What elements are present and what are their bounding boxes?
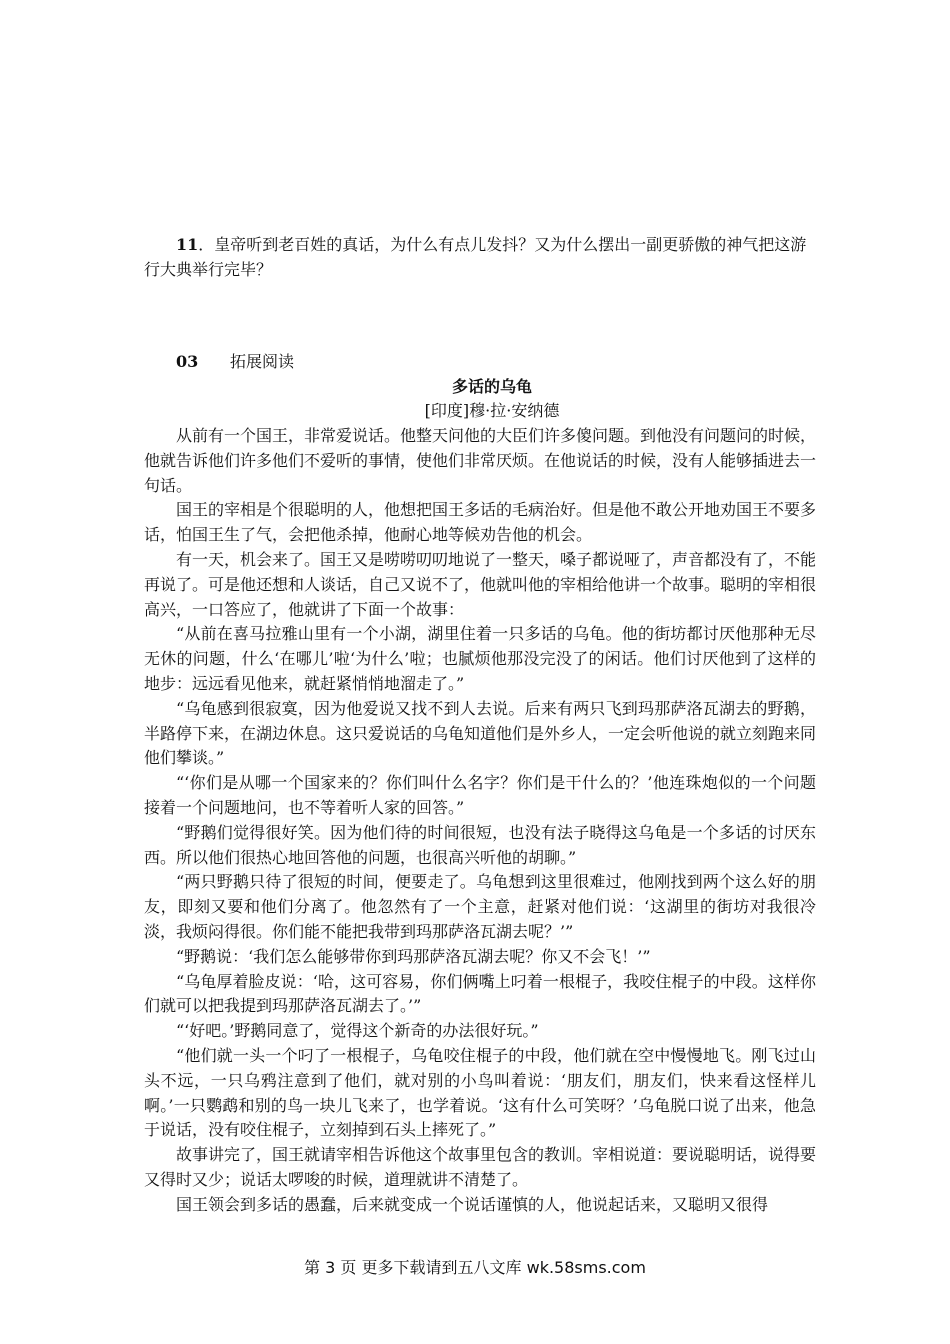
story-paragraph: “‘你们是从哪一个国家来的？你们叫什么名字？你们是干什么的？’他连珠炮似的一个问题接着一个问题地问，也不等着听人家的回答。” <box>144 773 816 817</box>
story-paragraph: “从前在喜马拉雅山里有一个小湖，湖里住着一只多话的乌龟。他的街坊都讨厌他那种无尽无休的问题，什么‘在哪儿’啦‘为什么’啦；也腻烦他那没完没了的闲话。他们讨厌他到了这样的地步：远远看见他来，就赶紧悄悄地溜走了。” <box>144 624 816 693</box>
section-label: 拓展阅读 <box>230 352 295 371</box>
story-paragraph: 国王领会到多话的愚蠢，后来就变成一个说话谨慎的人，他说起话来，又聪明又很得 <box>176 1194 769 1214</box>
section-number: 03 <box>176 352 199 371</box>
question-number: 11 <box>176 235 199 254</box>
story-paragraph: “‘好吧。’野鹅同意了，觉得这个新奇的办法很好玩。” <box>176 1021 539 1041</box>
story-paragraph: “野鹅们觉得很好笑。因为他们待的时间很短，也没有法子晓得这乌龟是一个多话的讨厌东西。所以他们很热心地回答他的问题，也很高兴听他的胡聊。” <box>144 822 816 867</box>
story-paragraph: “乌龟感到很寂寞，因为他爱说又找不到人去说。后来有两只飞到玛那萨洛瓦湖去的野鹅，半路停下来，在湖边休息。这只爱说话的乌龟知道他们是外乡人，一定会听他说的就立刻跑来同他们攀谈。” <box>144 698 817 768</box>
story-title: 多话的乌龟 <box>451 377 532 396</box>
page-footer: 第 3 页 更多下载请到五八文库 wk.58sms.com <box>304 1258 646 1277</box>
story-paragraph: “乌龟厚着脸皮说：‘哈，这可容易，你们俩嘴上叼着一根棍子，我咬住棍子的中段。这样你们就可以把我提到玛那萨洛瓦湖去了。’” <box>144 971 816 1016</box>
story-paragraph: 故事讲完了，国王就请宰相告诉他这个故事里包含的教训。宰相说道：要说聪明话，说得要又得时又少；说话太啰唆的时候，道理就讲不清楚了。 <box>144 1145 817 1189</box>
story-author: [印度]穆·拉·安纳德 <box>424 401 560 420</box>
story-paragraph: “野鹅说：‘我们怎么能够带你到玛那萨洛瓦湖去呢？你又不会飞！’” <box>176 946 651 966</box>
story-paragraph: 有一天，机会来了。国王又是唠唠叨叨地说了一整天，嗓子都说哑了，声音都没有了，不能再说了。可是他还想和人谈话，自己又说不了，他就叫他的宰相给他讲一个故事。聪明的宰相很高兴，一口答应了，他就讲了下面一个故事： <box>144 549 817 619</box>
section-heading <box>176 350 294 374</box>
story-paragraph: “两只野鹅只待了很短的时间，便要走了。乌龟想到这里很难过，他刚找到两个这么好的朋友，即刻又要和他们分离了。他忽然有了一个主意，赶紧对他们说：‘这湖里的街坊对我很冷淡，我烦闷得很。你们能不能把我带到玛那萨洛瓦湖去呢？’” <box>144 872 816 941</box>
story-paragraph: 国王的宰相是个很聪明的人，他想把国王多话的毛病治好。但是他不敢公开地劝国王不要多话，怕国王生了气，会把他杀掉，他耐心地等候劝告他的机会。 <box>144 500 817 545</box>
question-11 <box>144 232 816 282</box>
story-paragraph: 从前有一个国王，非常爱说话。他整天问他的大臣们许多傻问题。到他没有问题问的时候，他就告诉他们许多他们不爱听的事情，使他们非常厌烦。在他说话的时候，没有人能够插进去一句话。 <box>144 426 817 495</box>
story-body <box>144 424 816 1218</box>
story-paragraph: “他们就一头一个叼了一根棍子，乌龟咬住棍子的中段，他们就在空中慢慢地飞。刚飞过山头不远，一只乌鸦注意到了他们，就对别的小鸟叫着说：‘朋友们，朋友们，快来看这怪样儿啊。’一只鹦鹉和别的鸟一块儿飞来了，也学着说。‘这有什么可笑呀？’乌龟脱口说了出来，他急于说话，没有咬住棍子，立刻掉到石头上摔死了。” <box>144 1045 816 1140</box>
question-text: ．皇帝听到老百姓的真话，为什么有点儿发抖？又为什么摆出一副更骄傲的神气把这游行大典举行完毕？ <box>144 235 807 279</box>
